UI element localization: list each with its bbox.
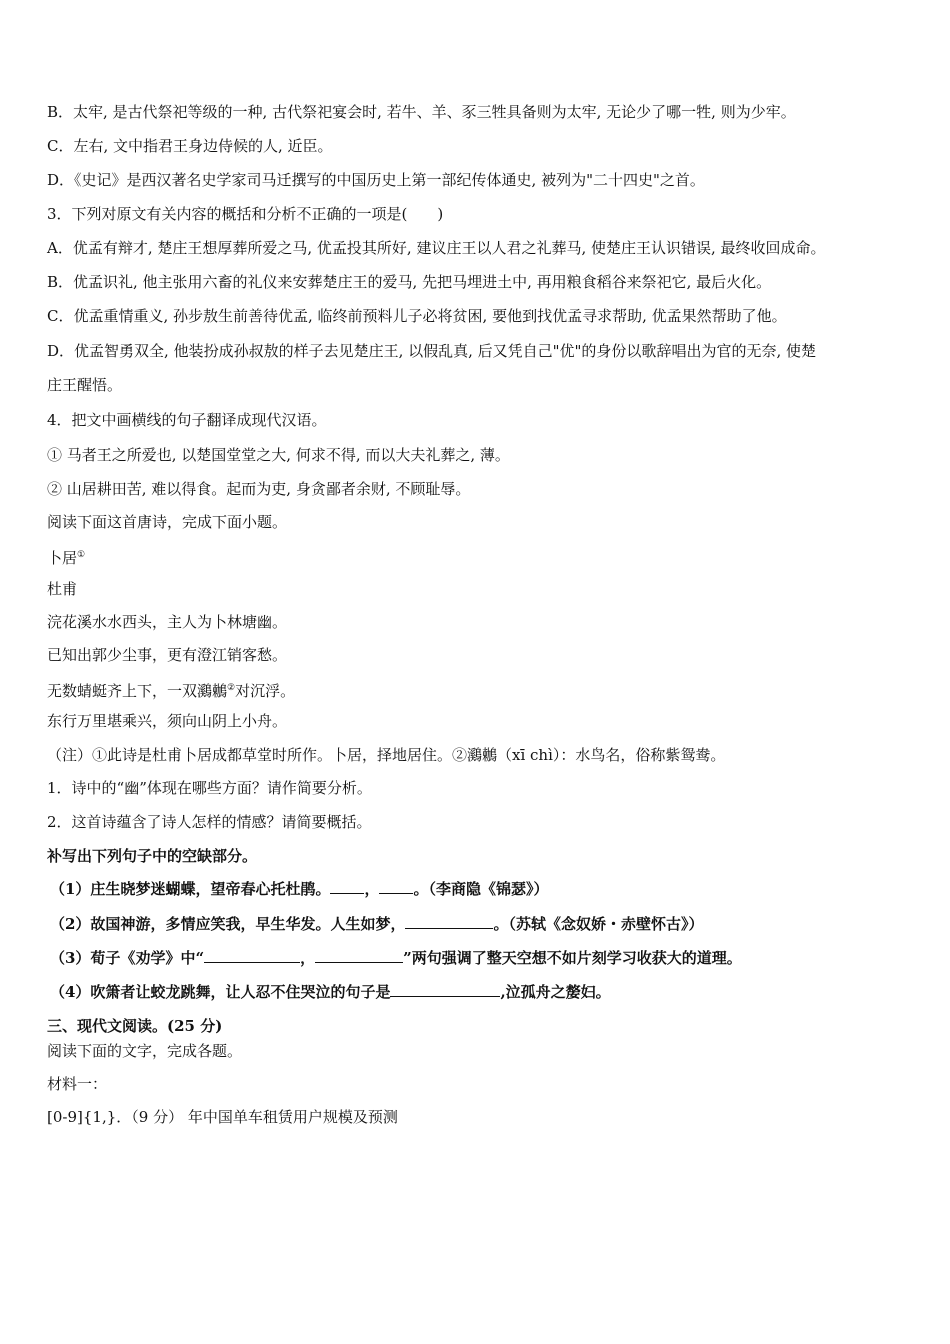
poem-line-3-head: 无数蜻蜓齐上下，一双鸂鶒 — [47, 682, 228, 700]
fill-q4-text: （4）吹箫者让蛟龙跳舞，让人忍不住哭泣的句子是 — [50, 983, 391, 1001]
poem-author: 杜甫 — [47, 580, 78, 598]
poem-line: 东行万里堪乘兴，须向山阴上小舟。 — [47, 712, 288, 730]
fill-question-1 — [50, 879, 548, 899]
answer-blank[interactable] — [204, 948, 300, 963]
fill-q2-text: （2）故国神游，多情应笑我，早生华发。人生如梦， — [50, 915, 406, 933]
fill-q1-source: 。（李商隐《锦瑟》） — [413, 880, 549, 898]
poem-note: （注）①此诗是杜甫卜居成都草堂时所作。卜居，择地居住。②鸂鶒（xī chì）：水鸟名，俗称紫鸳鸯。 — [47, 746, 726, 764]
fill-heading: 补写出下列句子中的空缺部分。 — [47, 847, 258, 865]
section-3-heading: 三、现代文阅读。(25 分) — [47, 1017, 223, 1035]
option-3c: C．优孟重情重义, 孙步敖生前善待优孟, 临终前预料儿子必将贫困, 要他到找优孟寻求帮助, 优孟果然帮助了他。 — [47, 307, 787, 325]
fill-q1-text: （1）庄生晓梦迷蝴蝶，望帝春心托杜鹃。 — [50, 880, 331, 898]
poem-line — [47, 678, 295, 701]
chart-caption: [0-9]{1,}．（9 分） 年中国单车租赁用户规模及预测 — [47, 1108, 398, 1126]
fill-q4-tail: ,泣孤舟之嫠妇。 — [500, 983, 611, 1001]
fill-q3-sep: ， — [300, 949, 316, 967]
answer-blank[interactable] — [379, 879, 413, 894]
answer-blank[interactable] — [330, 879, 364, 894]
poem-title-note: ① — [77, 550, 86, 560]
poem-title-text: 卜居 — [47, 549, 78, 567]
poem-intro: 阅读下面这首唐诗，完成下面小题。 — [47, 513, 288, 531]
fill-question-2 — [50, 914, 703, 934]
question-4-stem: 4．把文中画横线的句子翻译成现代汉语。 — [47, 411, 327, 429]
poem-line: 已知出郭少尘事，更有澄江销客愁。 — [47, 646, 288, 664]
poem-question-1: 1．诗中的“幽”体现在哪些方面？请作简要分析。 — [47, 779, 372, 797]
poem-line-3-note: ② — [227, 683, 236, 693]
option-2d: D．《史记》是西汉著名史学家司马迁撰写的中国历史上第一部纪传体通史, 被列为"二十四史"之首。 — [47, 171, 705, 189]
fill-question-4 — [50, 982, 611, 1002]
fill-q1-sep: ， — [364, 880, 380, 898]
question-3-stem: 3．下列对原文有关内容的概括和分析不正确的一项是( ) — [47, 205, 444, 223]
answer-blank[interactable] — [405, 914, 493, 929]
option-3d: D．优孟智勇双全, 他装扮成孙叔敖的样子去见楚庄王, 以假乱真, 后又凭自己"优"的身份以歌辞唱出为官的无奈, 使楚 — [47, 342, 816, 360]
poem-line: 浣花溪水水西头，主人为卜林塘幽。 — [47, 613, 288, 631]
option-3b: B．优孟识礼, 他主张用六畜的礼仪来安葬楚庄王的爱马, 先把马埋进土中, 再用粮食稻谷来祭祀它, 最后火化。 — [47, 273, 772, 291]
option-2b: B．太牢, 是古代祭祀等级的一种, 古代祭祀宴会时, 若牛、羊、豕三牲具备则为太牢, 无论少了哪一牲, 则为少牢。 — [47, 103, 796, 121]
section-3-intro: 阅读下面的文字，完成各题。 — [47, 1042, 243, 1060]
question-4-item-2: ② 山居耕田苦, 难以得食。起而为吏, 身贪鄙者余财, 不顾耻辱。 — [47, 480, 471, 498]
answer-blank[interactable] — [315, 948, 403, 963]
fill-q2-source: 。（苏轼《念奴娇・赤壁怀古》） — [493, 915, 704, 933]
poem-line-3-tail: 对沉浮。 — [235, 682, 296, 700]
answer-blank[interactable] — [390, 982, 500, 997]
fill-q3-tail: ”两句强调了整天空想不如片刻学习收获大的道理。 — [403, 949, 742, 967]
fill-q3-text: （3）荀子《劝学》中“ — [50, 949, 205, 967]
option-3d-cont: 庄王醒悟。 — [47, 376, 123, 394]
material-label: 材料一： — [47, 1075, 108, 1093]
poem-title — [47, 545, 85, 568]
question-4-item-1: ① 马者王之所爱也, 以楚国堂堂之大, 何求不得, 而以大夫礼葬之, 薄。 — [47, 446, 510, 464]
option-3a: A．优孟有辩才, 楚庄王想厚葬所爱之马, 优孟投其所好, 建议庄王以人君之礼葬马, 使楚庄王认识错误, 最终收回成命。 — [47, 239, 826, 257]
poem-question-2: 2．这首诗蕴含了诗人怎样的情感？请简要概括。 — [47, 813, 372, 831]
option-2c: C．左右, 文中指君王身边侍候的人, 近臣。 — [47, 137, 333, 155]
fill-question-3 — [50, 948, 742, 968]
